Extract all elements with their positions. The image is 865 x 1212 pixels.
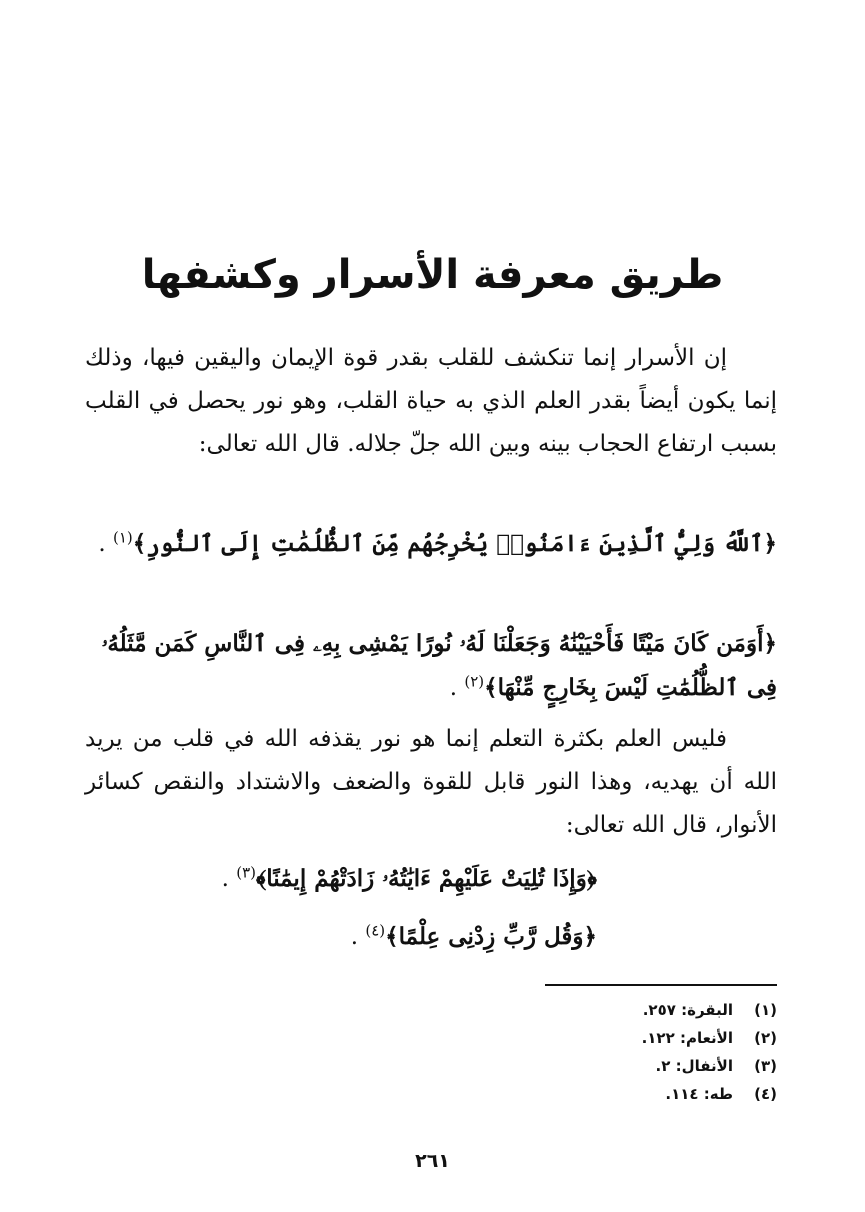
verse-open-bracket: ﴿: [763, 530, 777, 557]
footnote-number: (٤): [754, 1085, 777, 1103]
paragraph-text: فليس العلم بكثرة التعلم إنما هو نور يقذفه الله في قلب من يريد الله أن يهديه، وهذا النور قابل للقوة والضعف والاشتداد والنقص كسائر الأنوار، قال الله تعالى:: [85, 726, 777, 838]
footnote-reference: (٢): [464, 672, 485, 691]
verse-text: أَوَمَن كَانَ مَيْتًا فَأَحْيَيْنَٰهُ وَجَعَلْنَا لَهُۥ نُورًا يَمْشِى بِهِۦ فِى ٱلنَّاسِ كَمَن مَّثَلُهُۥ فِى ٱلظُّلُمَٰتِ لَيْسَ بِخَارِجٍ مِّنْهَا: [101, 630, 777, 701]
footnote-item: [377, 1024, 777, 1052]
verse-close-bracket: ﴾: [385, 923, 399, 950]
footnote-text: الأنفال: ٢.: [655, 1057, 733, 1075]
footnote-reference: (١): [113, 528, 133, 547]
quran-verse-1: [85, 522, 777, 566]
page-number: ٢٦١: [415, 1150, 450, 1172]
verse-line: [85, 622, 777, 710]
verse-end-mark: .: [221, 866, 229, 892]
footnote-item: [377, 1080, 777, 1108]
verse-open-bracket: ﴿: [586, 865, 597, 892]
verse-line: [85, 522, 777, 566]
verse-line: [85, 857, 597, 901]
verse-line: [85, 915, 597, 959]
paragraph-intro: [85, 337, 777, 466]
verse-close-bracket: ﴾: [255, 865, 267, 892]
paragraph-text: إن الأسرار إنما تنكشف للقلب بقدر قوة الإيمان واليقين فيها، وذلك إنما يكون أيضاً بقدر العلم الذي به حياة القلب، وهو نور يحصل في القلب بسبب ارتفاع الحجاب بينه وبين الله جلّ جلاله. قال الله تعالى:: [85, 345, 777, 457]
verse-text: وَقُل رَّبِّ زِدْنِى عِلْمًا: [398, 923, 584, 950]
verse-text: وَإِذَا تُلِيَتْ عَلَيْهِمْ ءَايَٰتُهُۥ زَادَتْهُمْ إِيمَٰنًا: [266, 865, 587, 892]
quran-verse-4: [85, 915, 777, 959]
footnote-text: الأنعام: ١٢٢.: [641, 1029, 733, 1047]
verse-end-mark: .: [350, 924, 359, 950]
paragraph-second: [85, 718, 777, 847]
footnote-number: (٣): [754, 1057, 777, 1075]
verse-end-mark: .: [98, 531, 106, 557]
footnote-number: (٢): [754, 1029, 777, 1047]
quran-verse-2: [85, 622, 777, 710]
footnote-item: [377, 996, 777, 1024]
quran-verse-3: [85, 857, 777, 901]
verse-end-mark: .: [449, 675, 458, 701]
footnote-divider: [545, 984, 777, 986]
footnotes: [377, 996, 777, 1108]
page-title: طريق معرفة الأسرار وكشفها: [141, 251, 724, 298]
footnote-text: البقرة: ٢٥٧.: [642, 1001, 733, 1019]
verse-open-bracket: ﴿: [763, 630, 777, 657]
verse-text: ٱللَّهُ وَلِيُّ ٱلَّذِينَ ءَامَنُوا۟ يُخْرِجُهُم مِّنَ ٱلظُّلُمَٰتِ إِلَى ٱلنُّورِ: [146, 530, 764, 557]
footnote-text: طه: ١١٤.: [665, 1085, 733, 1103]
footnote-number: (١): [754, 1001, 777, 1019]
footnote-item: [377, 1052, 777, 1080]
verse-close-bracket: ﴾: [132, 530, 147, 557]
verse-open-bracket: ﴿: [583, 923, 597, 950]
footnote-reference: (٤): [365, 921, 386, 940]
footnote-reference: (٣): [236, 863, 256, 882]
verse-close-bracket: ﴾: [484, 674, 498, 701]
